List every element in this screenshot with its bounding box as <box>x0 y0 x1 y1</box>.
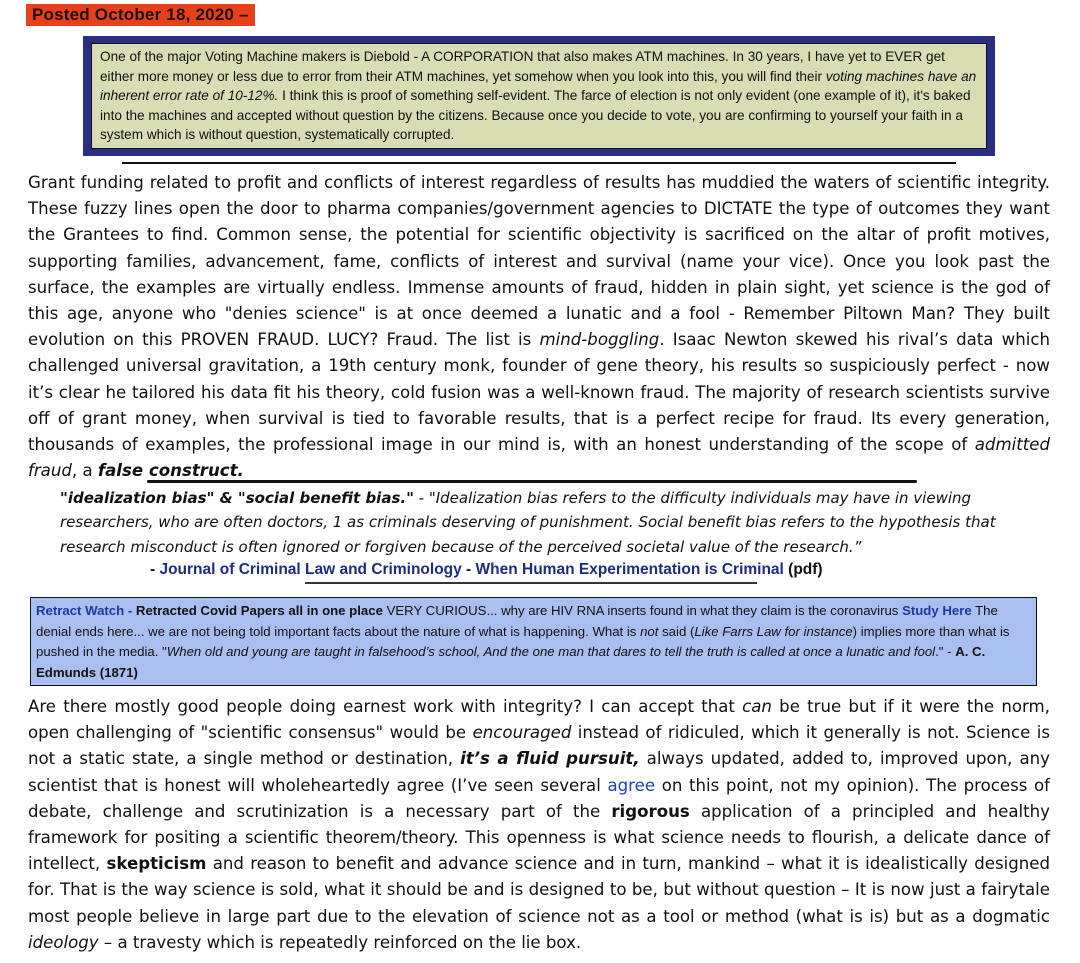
p2-ideology: ideology <box>28 932 99 952</box>
source-separator: - <box>461 561 476 578</box>
source-dash: - <box>150 561 160 578</box>
study-here-link[interactable]: Study Here <box>902 603 972 618</box>
retract-sep: - <box>124 603 136 618</box>
p2-emphasis-encouraged: encouraged <box>472 723 572 743</box>
p1-emphasis-1: mind-boggling <box>539 330 660 350</box>
callout2-text-3: said ( <box>658 623 695 639</box>
quote-source <box>150 559 950 581</box>
retract-watch-link[interactable]: Retract Watch <box>36 603 125 618</box>
bias-quote-text: - "Idealization bias refers to the difficulty individuals may have in viewing researchers, who are often doctors, 1 as criminals deserving of punishment. Social benefit bias refers to the hypothesis that research misconduct is often ignored or forgiven because of the perceived societal value of the research.” <box>60 489 996 556</box>
p1-bold-italic: false construct. <box>97 461 244 481</box>
retract-watch-callout <box>30 597 1037 686</box>
retracted-covid-papers-link[interactable]: Retracted Covid Papers all in one place <box>135 603 383 618</box>
divider-top <box>122 162 956 164</box>
p1-text-a: Grant funding related to profit and conflicts of interest regardless of results has muddied the waters of scientific integrity. These fuzzy lines open the door to pharma companies/government agencies to DICTATE the type of outcomes they want the Grantees to find. Common sense, the potential for scientific objectivity is sacrificed on the altar of profit motives, supporting families, advancement, fame, conflicts of interest and survival (name your vice). Once you look past the surface, the examples are virtually endless. Immense amounts of fraud, hidden in plain sight, yet science is the god of this age, anyone who "denies science" is at once deemed a lunatic and a fool - Remember Piltown Man? They built evolution on this PROVEN FRAUD. LUCY? Fraud. The list is <box>28 173 1050 350</box>
p2-emphasis-can: can <box>742 697 772 716</box>
callout2-not: not <box>640 623 659 639</box>
callout-text-1: One of the major Voting Machine makers is Diebold - A CORPORATION that also makes ATM machines. In 30 years, I have yet to EVER get either more money or less due to error from their ATM machines, yet somehow when you look into this, you will find their <box>100 49 945 84</box>
p2-text-b: be true but if it were the norm, open challenging of "scientific consensus" would be <box>28 697 1050 743</box>
callout2-text-2: The denial ends here... we are not being told important facts about the nature of what is happening. What is <box>36 603 998 639</box>
p2-skepticism: skepticism <box>106 854 207 874</box>
callout-emphasis: voting machines have an inherent error rate of 10-12%. <box>100 68 977 103</box>
journal-link[interactable]: Journal of Criminal Law and Criminology <box>159 561 462 578</box>
p2-text-g: and reason to benefit and advance science and in turn, mankind – what it is idealistically designed for. That is the way science is sold, what it should be and is designed to be, but without question – It is now just a fairytale most people believe in large part due to the elevation of science not as a tool or method (what is is) but as a dogmatic <box>28 854 1051 926</box>
p2-rigorous: rigorous <box>611 801 690 821</box>
p2-text-f: application of a principled and healthy framework for positing a scientific theorem/theory. This openness is what science needs to flourish, a delicate dance of intellect, <box>28 801 1050 874</box>
callout-text-2: I think this is proof of something self-evident. The farce of election is not only evident (one example of it), it's baked into the machines and accepted without question by the citizens. Because once you decide to vote, you are confirming to yourself your faith in a system which is without question, systematically corrupted. <box>100 88 971 142</box>
divider-source <box>305 582 757 584</box>
p2-text-a: Are there mostly good people doing earnest work with integrity? I can accept that <box>28 697 743 716</box>
divider-middle <box>147 480 917 483</box>
pdf-label: (pdf) <box>783 561 823 578</box>
paragraph-grant-funding <box>28 170 1050 484</box>
p2-text-d: always updated, added to, improved upon, any scientist that is honest will wholeheartedly agree (I’ve seen several <box>28 749 1050 795</box>
voting-machine-callout <box>83 36 995 156</box>
callout2-quote: When old and young are taught in falsehood’s school, And the one man that dares to tell the truth is called at once a lunatic and fool <box>166 644 936 659</box>
p1-text-c: , a <box>71 461 98 481</box>
p2-text-e: on this point, not my opinion). The process of debate, challenge and scrutinization is a necessary part of the <box>28 775 1050 821</box>
p1-emphasis-2: admitted fraud <box>28 435 1050 481</box>
callout2-text-1: VERY CURIOUS... why are HIV RNA inserts found in what they claim is the coronavirus <box>382 603 903 618</box>
paragraph-good-people <box>28 694 1050 956</box>
bias-quote <box>60 486 1020 559</box>
voting-machine-callout-text <box>91 43 987 149</box>
p2-text-h: – a travesty which is repeatedly reinforced on the lie box. <box>98 932 582 952</box>
p1-text-b: . Isaac Newton skewed his rival’s data which challenged universal gravitation, a 19th century monk, founder of gene theory, his results so suspiciously perfect - now it’s clear he tailored his data fit his theory, cold fusion was a well-known fraud. The majority of research scientists survive off of grant money, when survival is tied to favorable results, that is a perfect recipe for fraud. Its every generation, thousands of examples, the professional image in our mind is, with an honest understanding of the scope of <box>28 330 1050 455</box>
article-link[interactable]: When Human Experimentation is Criminal <box>475 561 784 578</box>
callout2-text-4: ) implies more than what is pushed in the media. " <box>36 623 1010 659</box>
bias-quote-title: "idealization bias" & "social benefit bias." <box>60 489 414 507</box>
agree-link[interactable]: agree <box>607 775 656 795</box>
p2-text-c: instead of ridiculed, which it generally is not. Science is not a static state, a single method or destination, <box>28 723 1051 769</box>
callout2-author: A. C. Edmunds (1871) <box>36 644 986 680</box>
p2-fluid-pursuit: it’s a fluid pursuit, <box>460 749 640 769</box>
callout2-farrs-law: Like Farrs Law for instance <box>694 623 853 639</box>
callout2-text-5: ." - <box>935 644 956 659</box>
posted-date: Posted October 18, 2020 – <box>26 4 255 26</box>
